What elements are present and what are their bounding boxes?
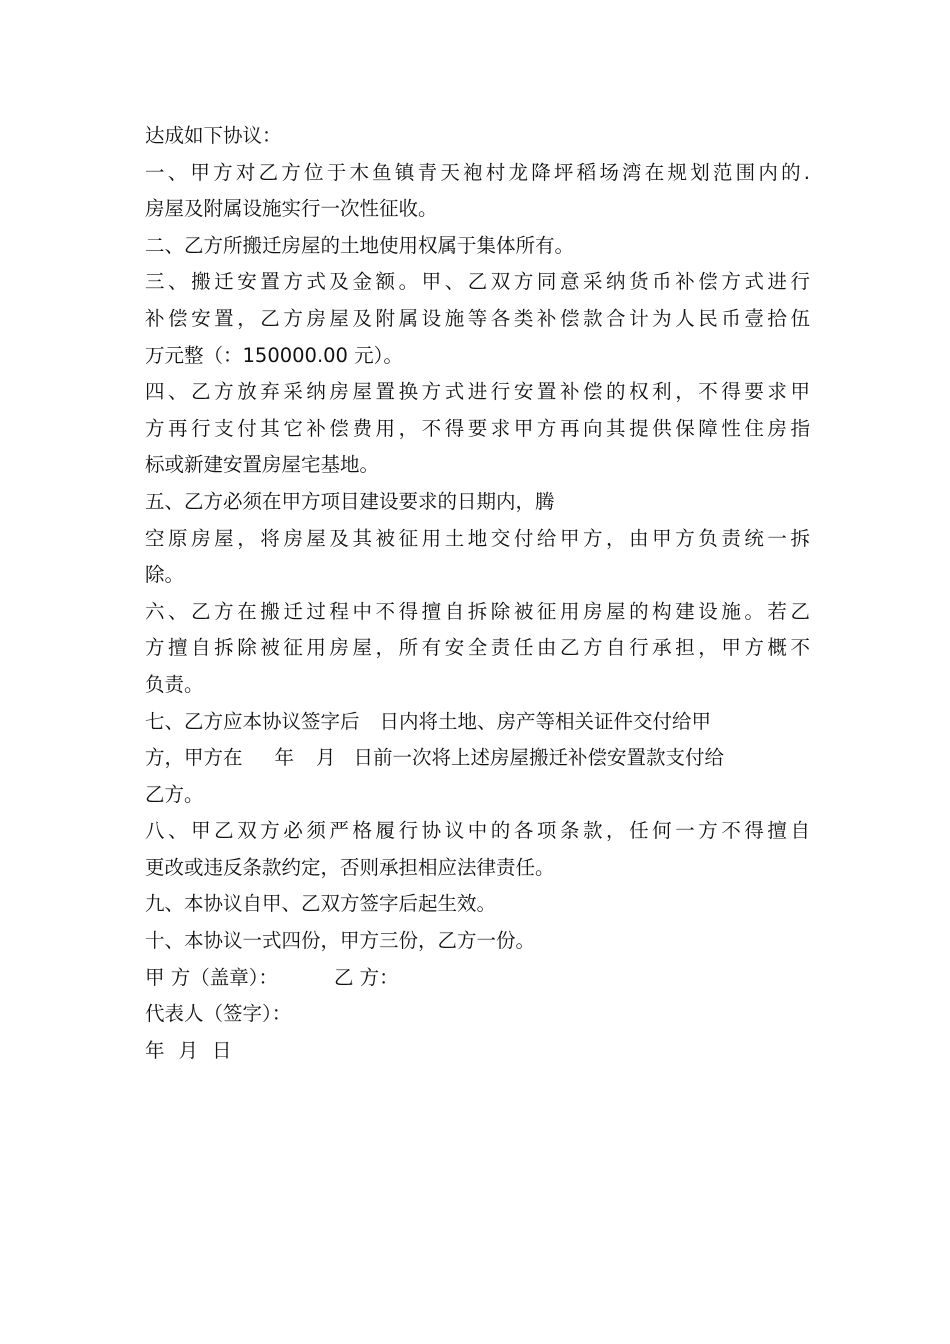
clause-4-line-1: 四、乙方放弃采纳房屋置换方式进行安置补偿的权利，不得要求甲 — [145, 380, 810, 404]
signature-date-line — [145, 1033, 810, 1070]
clause-7-text-c: 方，甲方在 — [145, 746, 243, 770]
clause-5-line-2: 空原房屋，将房屋及其被征用土地交付给甲方，由甲方负责统一拆 — [145, 526, 810, 550]
clause-7-year: 年 — [274, 746, 295, 770]
clause-10: 十、本协议一式四份，甲方三份，乙方一份。 — [145, 929, 536, 953]
clause-7-text-b: 日内将土地、房产等相关证件交付给甲 — [379, 709, 712, 733]
clause-7-line-3: 乙方。 — [145, 782, 204, 806]
clause-7-line-2 — [145, 740, 810, 777]
agreement-body — [145, 118, 810, 1069]
clause-2: 二、乙方所搬迁房屋的土地使用权属于集体所有。 — [145, 233, 575, 257]
clause-5-line-3: 除。 — [145, 563, 185, 587]
clause-3-line-2: 补偿安置，乙方房屋及附属设施等各类补偿款合计为人民币壹拾伍 — [145, 306, 810, 330]
clause-8-line-1: 八、甲乙双方必须严格履行协议中的各项条款，任何一方不得擅自 — [145, 819, 810, 843]
party-a-label: 甲 方（盖章）： — [145, 965, 278, 989]
clause-3-line-1: 三、搬迁安置方式及金额。甲、乙双方同意采纳货币补偿方式进行 — [145, 270, 810, 294]
date-month: 月 — [178, 1038, 199, 1062]
clause-5-line-1: 五、乙方必须在甲方项目建设要求的日期内，腾 — [145, 489, 555, 513]
clause-4-line-3: 标或新建安置房屋宅基地。 — [145, 453, 380, 477]
clause-4-line-2: 方再行支付其它补偿费用，不得要求甲方再向其提供保障性住房指 — [145, 416, 810, 440]
representative-label: 代表人（签字）： — [145, 1002, 292, 1026]
clause-6-line-1: 六、乙方在搬迁过程中不得擅自拆除被征用房屋的构建设施。若乙 — [145, 599, 810, 623]
clause-3-line-3: 万元整（：150000.00 元）。 — [145, 343, 403, 367]
date-day: 日 — [212, 1038, 232, 1062]
date-year: 年 — [145, 1038, 165, 1062]
clause-7-text-d: 日前一次将上述房屋搬迁补偿安置款支付给 — [353, 746, 725, 770]
clause-1-line-1: 一、甲方对乙方位于木鱼镇青天袍村龙降坪稻场湾在规划范围内的. — [145, 160, 810, 184]
party-b-label: 乙 方： — [333, 965, 399, 989]
clause-8-line-2: 更改或违反条款约定，否则承担相应法律责任。 — [145, 855, 555, 879]
clause-7-month: 月 — [316, 746, 336, 770]
clause-9: 九、本协议自甲、乙双方签字后起生效。 — [145, 892, 497, 916]
clause-6-line-3: 负责。 — [145, 672, 204, 696]
clause-7-line-1 — [145, 704, 810, 741]
clause-1-line-2: 房屋及附属设施实行一次性征收。 — [145, 197, 438, 221]
clause-7-text-a: 七、乙方应本协议签字后 — [145, 709, 360, 733]
text-line: 达成如下协议： — [145, 124, 282, 147]
clause-6-line-2: 方擅自拆除被征用房屋，所有安全责任由乙方自行承担，甲方概不 — [145, 636, 810, 660]
signature-parties-line — [145, 960, 810, 997]
